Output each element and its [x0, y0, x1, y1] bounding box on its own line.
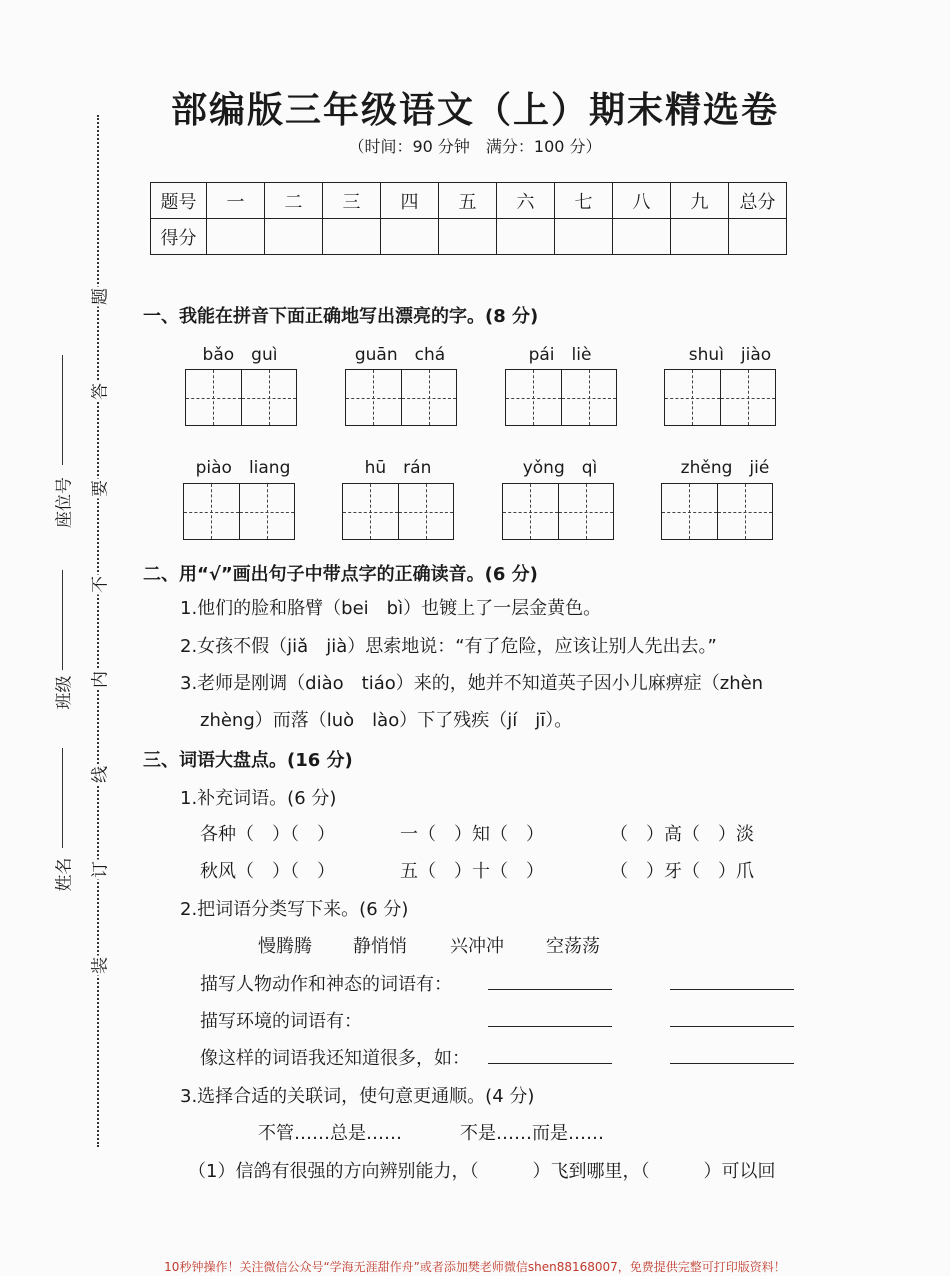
word-item: 慢腾腾 [258, 936, 312, 957]
class-label: 班级 [54, 675, 75, 710]
writing-grid[interactable] [345, 369, 457, 426]
table-cell: 题号 [151, 183, 207, 219]
pinyin-label: bǎo guì [202, 345, 278, 365]
score-cell[interactable] [439, 219, 497, 255]
table-cell: 八 [613, 183, 671, 219]
writing-grid[interactable] [502, 483, 614, 540]
word-item: 静悄悄 [353, 936, 407, 957]
writing-grid[interactable] [505, 369, 617, 426]
pinyin-label: piào liang [195, 458, 291, 478]
table-cell: 七 [555, 183, 613, 219]
binding-char: 装 [86, 956, 111, 976]
classify-prompt: 像这样的词语我还知道很多，如： [200, 1048, 470, 1069]
answer-blank[interactable] [670, 1063, 794, 1064]
score-cell[interactable] [671, 219, 729, 255]
binding-char: 题 [86, 287, 111, 307]
footer-notice: 10秒钟操作！关注微信公众号“学海无涯甜作舟”或者添加樊老师微信shen88168007，免费提供完整可打印版资料！ [164, 1260, 786, 1274]
pinyin-label: pái liè [528, 345, 592, 365]
pinyin-label: zhěng jié [680, 458, 770, 478]
classify-prompt: 描写环境的词语有： [200, 1011, 362, 1032]
table-cell: 得分 [151, 219, 207, 255]
section-1-heading: 一、我能在拼音下面正确地写出漂亮的字。(8 分) [143, 306, 539, 327]
table-cell: 一 [207, 183, 265, 219]
conjunction-option: 不是……而是…… [460, 1123, 604, 1144]
binding-char: 不 [86, 575, 111, 595]
score-cell[interactable] [497, 219, 555, 255]
section-2-heading: 二、用“√”画出句子中带点字的正确读音。(6 分) [143, 564, 538, 585]
answer-blank[interactable] [488, 1026, 612, 1027]
binding-char: 订 [86, 860, 111, 880]
answer-blank[interactable] [670, 1026, 794, 1027]
subquestion-title: 1.补充词语。(6 分) [180, 788, 337, 809]
section-3-heading: 三、词语大盘点。(16 分) [143, 750, 353, 771]
binding-dotted-line [97, 115, 99, 1147]
word-item: 空荡荡 [546, 936, 600, 957]
table-cell: 五 [439, 183, 497, 219]
question-line: zhèng）而落（luò lào）下了残疾（jí jī）。 [200, 710, 573, 731]
score-cell[interactable] [323, 219, 381, 255]
score-cell[interactable] [207, 219, 265, 255]
name-label: 姓名 [54, 857, 75, 892]
pinyin-label: yǒng qì [522, 458, 598, 478]
pinyin-label: hū rán [364, 458, 432, 478]
answer-blank[interactable] [670, 989, 794, 990]
classify-prompt: 描写人物动作和神态的词语有： [200, 974, 452, 995]
question-line: 3.老师是刚调（diào tiáo）来的，她并不知道英子因小儿麻痹症（zhèn [180, 673, 764, 694]
name-blank[interactable] [62, 748, 63, 848]
score-header-row [151, 183, 787, 219]
score-cell[interactable] [555, 219, 613, 255]
subquestion-title: 3.选择合适的关联词，使句意更通顺。(4 分) [180, 1086, 535, 1107]
seat-number-label: 座位号 [54, 477, 75, 528]
answer-blank[interactable] [488, 1063, 612, 1064]
writing-grid[interactable] [185, 369, 297, 426]
subquestion-title: 2.把词语分类写下来。(6 分) [180, 899, 409, 920]
word-item: 兴冲冲 [450, 936, 504, 957]
score-cell[interactable] [613, 219, 671, 255]
score-cell[interactable] [381, 219, 439, 255]
seat-number-blank[interactable] [62, 355, 63, 465]
pinyin-label: shuì jiào [688, 345, 772, 365]
table-cell: 四 [381, 183, 439, 219]
writing-grid[interactable] [183, 483, 295, 540]
fill-blank-item[interactable]: 一（ ）知（ ） [400, 824, 544, 845]
question-line: 1.他们的脸和胳臂（bei bì）也镀上了一层金黄色。 [180, 598, 602, 619]
binding-char: 答 [86, 382, 111, 402]
score-cell[interactable] [729, 219, 787, 255]
fill-blank-item[interactable]: 各种（ ）（ ） [200, 824, 335, 845]
fill-blank-item[interactable]: 五（ ）十（ ） [400, 861, 544, 882]
question-line[interactable]: （1）信鸽有很强的方向辨别能力，（ ）飞到哪里，（ ）可以回 [188, 1161, 776, 1182]
pinyin-label: guān chá [354, 345, 446, 365]
fill-blank-item[interactable]: （ ）牙（ ）爪 [610, 861, 754, 882]
binding-char: 要 [86, 479, 111, 499]
writing-grid[interactable] [342, 483, 454, 540]
fill-blank-item[interactable]: 秋风（ ）（ ） [200, 861, 335, 882]
page-title: 部编版三年级语文（上）期末精选卷 [170, 90, 779, 131]
conjunction-option: 不管……总是…… [258, 1123, 402, 1144]
writing-grid[interactable] [664, 369, 776, 426]
answer-blank[interactable] [488, 989, 612, 990]
fill-blank-item[interactable]: （ ）高（ ）淡 [610, 824, 754, 845]
question-line: 2.女孩不假（jiǎ jià）思索地说：“有了危险，应该让别人先出去。” [180, 636, 717, 657]
score-table [150, 182, 787, 255]
table-cell: 九 [671, 183, 729, 219]
exam-info: （时间：90 分钟 满分：100 分） [348, 137, 602, 156]
binding-char: 内 [86, 670, 111, 690]
score-cell[interactable] [265, 219, 323, 255]
table-cell: 六 [497, 183, 555, 219]
table-cell: 三 [323, 183, 381, 219]
writing-grid[interactable] [661, 483, 773, 540]
binding-char: 线 [86, 765, 111, 785]
table-cell: 总分 [729, 183, 787, 219]
table-cell: 二 [265, 183, 323, 219]
score-value-row [151, 219, 787, 255]
class-blank[interactable] [62, 570, 63, 670]
